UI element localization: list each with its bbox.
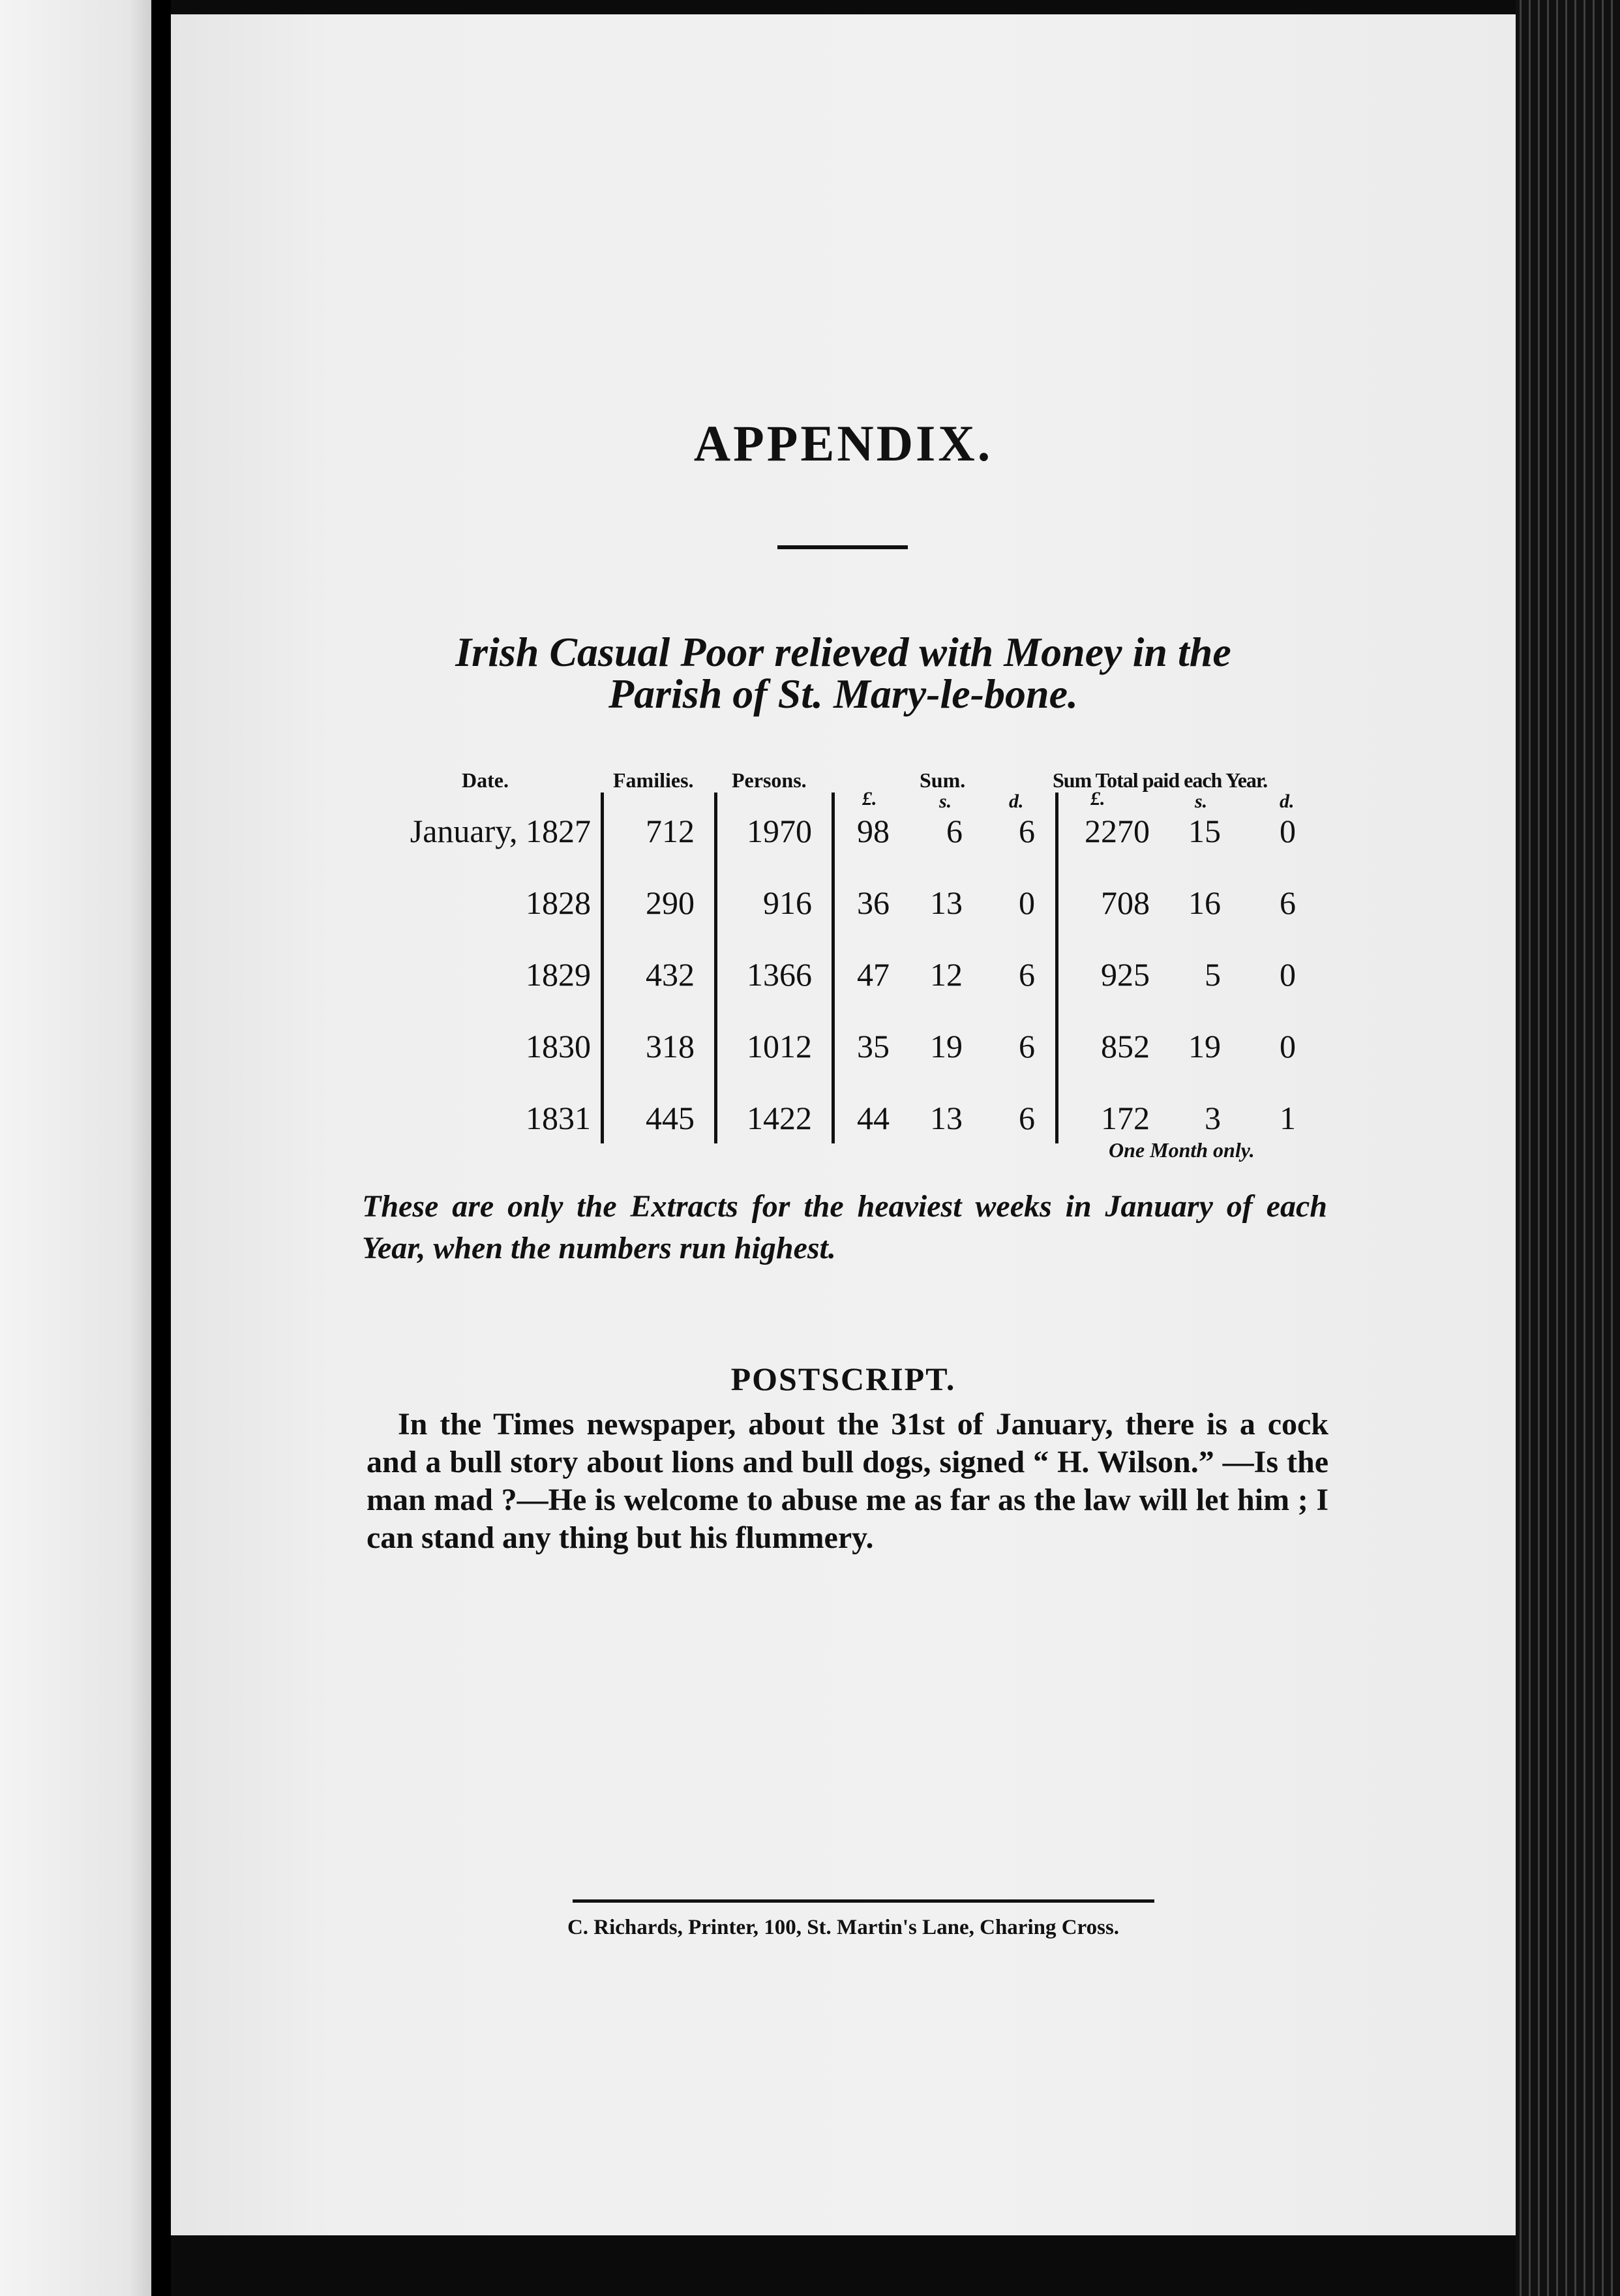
- table-rule: [601, 793, 604, 1143]
- cell-total-pence: 0: [1280, 813, 1296, 849]
- cell-total-pence: 0: [1280, 1028, 1296, 1065]
- unit-shillings: s.: [939, 791, 952, 812]
- title-divider: [777, 545, 908, 549]
- cell-total-pence: 6: [1280, 884, 1296, 921]
- cell-total-shillings: 3: [1205, 1100, 1221, 1136]
- cell-total-pounds: 708: [1101, 884, 1150, 921]
- cell-date: 1829: [526, 956, 591, 993]
- table-title-line-1: Irish Casual Poor relieved with Money in the: [455, 629, 1231, 675]
- table-footnote: One Month only.: [1109, 1138, 1255, 1162]
- extract-note: These are only the Extracts for the heaviest weeks in January of each Year, when the numbers run highest.: [362, 1189, 1327, 1265]
- unit-total-pounds: £.: [1090, 788, 1105, 809]
- cell-sum-pence: 6: [1019, 813, 1035, 849]
- cell-total-pence: 0: [1280, 956, 1296, 993]
- unit-total-pence: d.: [1280, 791, 1295, 812]
- cell-sum-shillings: 13: [930, 1100, 963, 1136]
- cell-families: 290: [646, 884, 695, 921]
- cell-total-pounds: 2270: [1085, 813, 1150, 849]
- cell-total-pounds: 172: [1101, 1100, 1150, 1136]
- cell-date: January, 1827: [410, 813, 591, 849]
- header-sum-total: Sum Total paid each Year.: [1053, 768, 1268, 792]
- unit-pence: d.: [1009, 791, 1024, 812]
- cell-total-shillings: 5: [1205, 956, 1221, 993]
- cell-total-shillings: 16: [1188, 884, 1221, 921]
- cell-sum-shillings: 12: [930, 956, 963, 993]
- unit-total-shillings: s.: [1195, 791, 1208, 812]
- header-families: Families.: [613, 768, 694, 792]
- table-rule: [714, 793, 717, 1143]
- cell-total-pounds: 852: [1101, 1028, 1150, 1065]
- cell-families: 318: [646, 1028, 695, 1065]
- table-title-line-2: Parish of St. Mary-le-bone.: [608, 671, 1078, 717]
- postscript-body: In the Times newspaper, about the 31st of January, there is a cock and a bull story about lions and bull dogs, signed “ H. Wilson.” —Is the man mad ?—He is welcome to abuse me as far as the law will let him ; I can stand any thing but his flummery.: [367, 1407, 1328, 1555]
- cell-sum-pounds: 98: [857, 813, 890, 849]
- postscript-title: POSTSCRIPT.: [730, 1361, 956, 1397]
- cell-sum-pounds: 44: [857, 1100, 890, 1136]
- table-title: [171, 631, 1516, 715]
- cell-sum-pounds: 35: [857, 1028, 890, 1065]
- book-gutter: [151, 0, 171, 2296]
- cell-total-shillings: 15: [1188, 813, 1221, 849]
- cell-total-pounds: 925: [1101, 956, 1150, 993]
- cell-date: 1831: [526, 1100, 591, 1136]
- header-persons: Persons.: [732, 768, 807, 792]
- header-sum: Sum.: [920, 768, 966, 792]
- cell-sum-shillings: 19: [930, 1028, 963, 1065]
- cell-sum-pence: 6: [1019, 1028, 1035, 1065]
- header-date: Date.: [462, 768, 509, 792]
- cell-sum-shillings: 6: [946, 813, 963, 849]
- cell-date: 1828: [526, 884, 591, 921]
- cell-persons: 1422: [747, 1100, 812, 1136]
- page-edges: [1516, 0, 1620, 2296]
- cell-date: 1830: [526, 1028, 591, 1065]
- cell-families: 445: [646, 1100, 695, 1136]
- cell-sum-pence: 0: [1019, 884, 1035, 921]
- facing-page-edge: [0, 0, 151, 2296]
- cell-families: 712: [646, 813, 695, 849]
- cell-persons: 916: [763, 884, 812, 921]
- cell-total-pence: 1: [1280, 1100, 1296, 1136]
- unit-pounds: £.: [862, 788, 877, 809]
- cell-sum-pounds: 47: [857, 956, 890, 993]
- printer-rule: [573, 1899, 1154, 1903]
- cell-persons: 1970: [747, 813, 812, 849]
- cell-persons: 1012: [747, 1028, 812, 1065]
- cell-sum-pence: 6: [1019, 956, 1035, 993]
- cell-total-shillings: 19: [1188, 1028, 1221, 1065]
- cell-families: 432: [646, 956, 695, 993]
- cell-sum-pounds: 36: [857, 884, 890, 921]
- cell-persons: 1366: [747, 956, 812, 993]
- page-title: APPENDIX.: [693, 415, 993, 472]
- table-rule: [832, 793, 835, 1143]
- printer-imprint: C. Richards, Printer, 100, St. Martin's Lane, Charing Cross.: [567, 1916, 1120, 1939]
- cell-sum-pence: 6: [1019, 1100, 1035, 1136]
- cell-sum-shillings: 13: [930, 884, 963, 921]
- table-rule: [1055, 793, 1058, 1143]
